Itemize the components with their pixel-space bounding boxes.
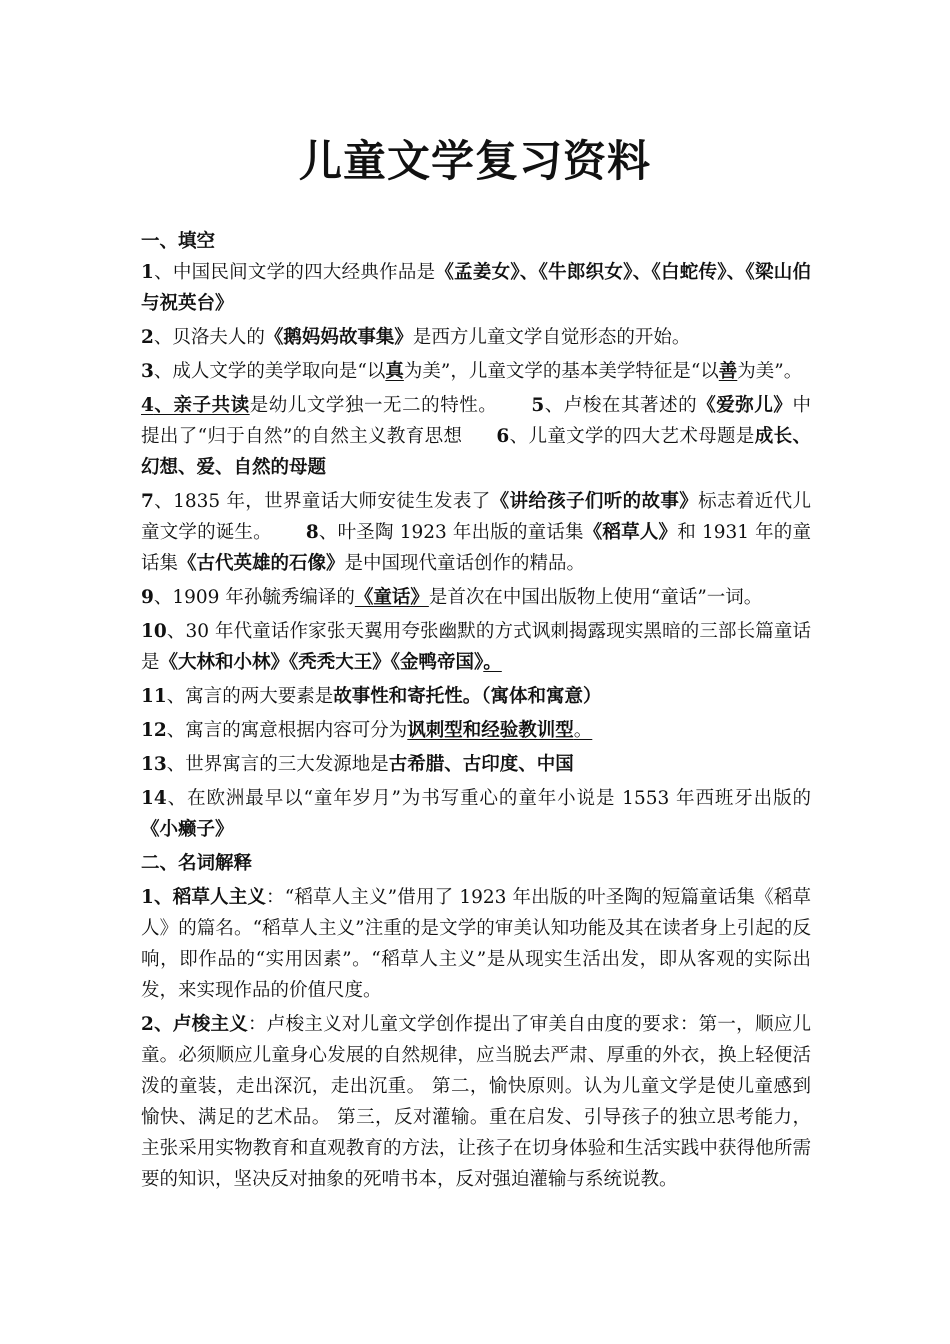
question-7-8: 7、1835 年，世界童话大师安徒生发表了《讲给孩子们听的故事》标志着近代儿童文学的诞生。 8、叶圣陶 1923 年出版的童话集《稻草人》和 1931 年的童话集《古代英雄的石像》是中国现代童话创作的精品。 <box>141 491 811 574</box>
term-scarecrowism: 1、稻草人主义：“稻草人主义”借用了 1923 年出版的叶圣陶的短篇童话集《稻草人》的篇名。“稻草人主义”注重的是文学的审美认知功能及其在读者身上引起的反响，即作品的“实用因素”。“稻草人主义”是从现实生活出发，即从客观的实际出发，来实现作品的价值尺度。 <box>141 887 811 1001</box>
question-13: 13、世界寓言的三大发源地是古希腊、古印度、中国 <box>141 754 574 775</box>
question-12: 12、寓言的寓意根据内容可分为讽刺型和经验教训型。 <box>141 720 593 741</box>
question-2: 2、贝洛夫人的《鹅妈妈故事集》是西方儿童文学自觉形态的开始。 <box>141 327 691 348</box>
section-heading-terms: 二、名词解释 <box>141 853 253 874</box>
question-4-5: 4、亲子共读是幼儿文学独一无二的特性。 5、卢梭在其著述的《爱弥儿》中提出了“归于自然”的自然主义教育思想 6、儿童文学的四大艺术母题是成长、幻想、爱、自然的母题 <box>141 395 811 478</box>
section-heading-fill-blank: 一、填空 <box>141 231 216 252</box>
term-rousseauism: 2、卢梭主义：卢梭主义对儿童文学创作提出了审美自由度的要求：第一，顺应儿童。必须顺应儿童身心发展的自然规律，应当脱去严肃、厚重的外衣，换上轻便活泼的童装，走出深沉，走出沉重。 第二，愉快原则。认为儿童文学是使儿童感到愉快、满足的艺术品。 第三，反对灌输。重在启发、引导孩子的独立思考能力，主张采用实物教育和直观教育的方法，让孩子在切身体验和生活实践中获得他所需要的知识，坚决反对抽象的死啃书本，反对强迫灌输与系统说教。 <box>141 1014 811 1190</box>
question-14: 14、在欧洲最早以“童年岁月”为书写重心的童年小说是 1553 年西班牙出版的《小癞子》 <box>141 788 811 840</box>
page-title: 儿童文学复习资料 <box>299 137 651 187</box>
question-1: 1、中国民间文学的四大经典作品是《孟姜女》、《牛郎织女》、《白蛇传》、《梁山伯与祝英台》 <box>141 262 811 314</box>
question-9: 9、1909 年孙毓秀编译的《童话》是首次在中国出版物上使用“童话”一词。 <box>141 587 763 608</box>
question-10: 10、30 年代童话作家张天翼用夸张幽默的方式讽刺揭露现实黑暗的三部长篇童话是《大林和小林》《秃秃大王》《金鸭帝国》。 <box>141 621 811 673</box>
document-body <box>141 226 811 1195</box>
question-3: 3、成人文学的美学取向是“以真为美”，儿童文学的基本美学特征是“以善为美”。 <box>141 361 803 382</box>
question-11: 11、寓言的两大要素是故事性和寄托性。（寓体和寓意） <box>141 686 602 707</box>
